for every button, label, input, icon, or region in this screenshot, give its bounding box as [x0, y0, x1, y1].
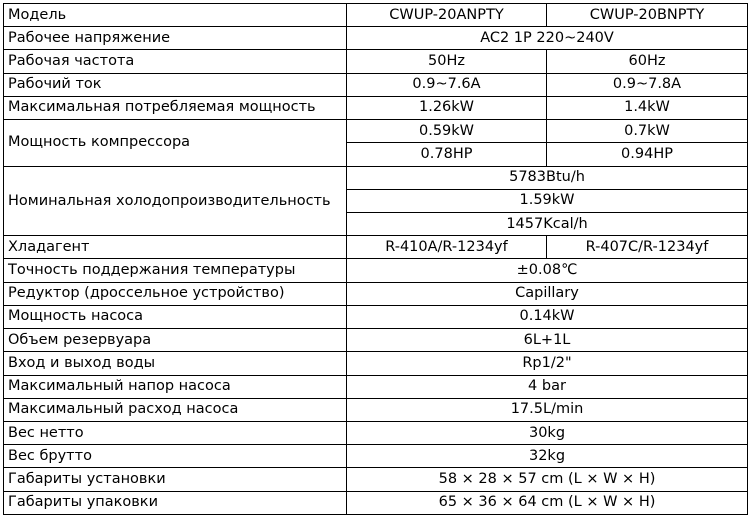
compressor-b-kw-value: 0.7kW: [547, 120, 748, 143]
row-label: Рабочая частота: [4, 50, 347, 73]
row-label: Мощность компрессора: [4, 120, 347, 166]
compressor-a-hp-value: 0.78HP: [347, 143, 547, 166]
table-row-pump-max-head: [4, 375, 748, 398]
row-label: Номинальная холодопроизводительность: [4, 166, 347, 236]
table-row-refrigerant: [4, 236, 748, 259]
table-row-net-weight: [4, 421, 748, 444]
row-label: Габариты упаковки: [4, 491, 347, 514]
row-label: Редуктор (дроссельное устройство): [4, 282, 347, 305]
row-label: Вес брутто: [4, 445, 347, 468]
spec-table: [3, 3, 748, 515]
row-label: Максимальный расход насоса: [4, 398, 347, 421]
pump-power-value: 0.14kW: [347, 305, 748, 328]
row-label: Максимальная потребляемая мощность: [4, 96, 347, 119]
table-row-frequency: [4, 50, 748, 73]
table-row-install-dimensions: [4, 468, 748, 491]
table-row-voltage: [4, 27, 748, 50]
table-row-current: [4, 73, 748, 96]
table-row-max-power: [4, 96, 748, 119]
refrigerant-a-value: R-410A/R-1234yf: [347, 236, 547, 259]
model-b-value: CWUP-20BNPTY: [547, 4, 748, 27]
temp-accuracy-value: ±0.08℃: [347, 259, 748, 282]
row-label: Точность поддержания температуры: [4, 259, 347, 282]
water-io-value: Rp1/2": [347, 352, 748, 375]
current-b-value: 0.9~7.8A: [547, 73, 748, 96]
table-row-cooling-capacity: [4, 166, 748, 189]
row-label: Вход и выход воды: [4, 352, 347, 375]
pump-max-head-value: 4 bar: [347, 375, 748, 398]
table-row-pump-power: [4, 305, 748, 328]
row-label: Максимальный напор насоса: [4, 375, 347, 398]
row-label: Габариты установки: [4, 468, 347, 491]
table-row-pump-max-flow: [4, 398, 748, 421]
table-row-tank-volume: [4, 329, 748, 352]
table-row-reducer: [4, 282, 748, 305]
package-dimensions-value: 65 × 36 × 64 cm (L × W × H): [347, 491, 748, 514]
current-a-value: 0.9~7.6A: [347, 73, 547, 96]
row-label: Вес нетто: [4, 421, 347, 444]
table-row-temp-accuracy: [4, 259, 748, 282]
cooling-kw-value: 1.59kW: [347, 189, 748, 212]
table-row-gross-weight: [4, 445, 748, 468]
row-label: Рабочий ток: [4, 73, 347, 96]
pump-max-flow-value: 17.5L/min: [347, 398, 748, 421]
frequency-b-value: 60Hz: [547, 50, 748, 73]
refrigerant-b-value: R-407C/R-1234yf: [547, 236, 748, 259]
table-row-package-dimensions: [4, 491, 748, 514]
gross-weight-value: 32kg: [347, 445, 748, 468]
reducer-value: Capillary: [347, 282, 748, 305]
tank-volume-value: 6L+1L: [347, 329, 748, 352]
model-a-value: CWUP-20ANPTY: [347, 4, 547, 27]
compressor-b-hp-value: 0.94HP: [547, 143, 748, 166]
table-row-compressor-power: [4, 120, 748, 143]
install-dimensions-value: 58 × 28 × 57 cm (L × W × H): [347, 468, 748, 491]
row-label: Хладагент: [4, 236, 347, 259]
row-label: Рабочее напряжение: [4, 27, 347, 50]
row-label: Мощность насоса: [4, 305, 347, 328]
compressor-a-kw-value: 0.59kW: [347, 120, 547, 143]
table-row-model: [4, 4, 748, 27]
max-power-b-value: 1.4kW: [547, 96, 748, 119]
frequency-a-value: 50Hz: [347, 50, 547, 73]
cooling-kcal-value: 1457Kcal/h: [347, 212, 748, 235]
cooling-btu-value: 5783Btu/h: [347, 166, 748, 189]
voltage-value: AC2 1P 220~240V: [347, 27, 748, 50]
net-weight-value: 30kg: [347, 421, 748, 444]
max-power-a-value: 1.26kW: [347, 96, 547, 119]
row-label: Модель: [4, 4, 347, 27]
row-label: Объем резервуара: [4, 329, 347, 352]
table-row-water-io: [4, 352, 748, 375]
